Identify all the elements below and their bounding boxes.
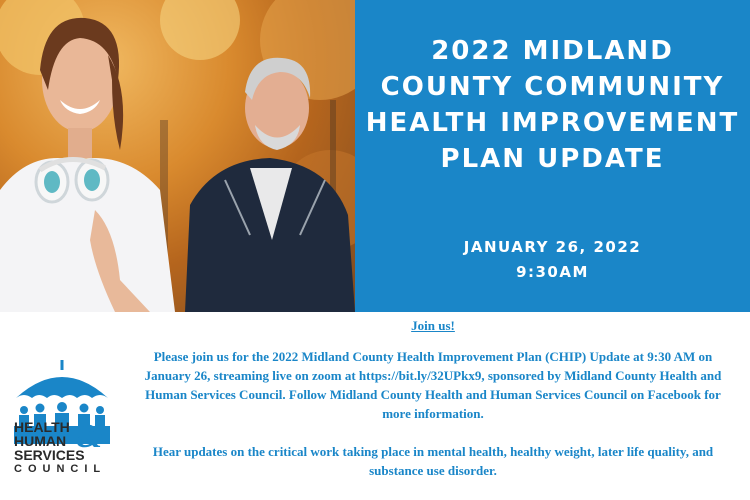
join-us-link[interactable]: Join us! (411, 318, 455, 333)
hero-photo (0, 0, 355, 312)
logo-ampersand: & (76, 418, 103, 455)
event-time: 9:30AM (516, 263, 589, 281)
logo-line: COUNCIL (14, 463, 107, 475)
event-date: JANUARY 26, 2022 (463, 238, 642, 256)
event-banner (355, 0, 750, 312)
invitation-paragraph: Please join us for the 2022 Midland County Health Improvement Plan (CHIP) Update at 9:30 AM on January 26, streaming live on zoom at https://bit.ly/32UPkx9, sponsored by Midland County Health and Human Services Council. Follow Midland County Health and Human Services Council on Facebook for more information. (144, 349, 722, 421)
event-description (138, 316, 728, 499)
event-title (355, 33, 750, 177)
people-jogging-illustration (0, 0, 355, 312)
updates-paragraph: Hear updates on the critical work taking place in mental health, healthy weight, later life quality, and substance use disorder. (152, 444, 714, 478)
title-line: PLAN UPDATE (440, 144, 665, 174)
logo-line: HEALTH (14, 419, 70, 435)
title-line: HEALTH IMPROVEMENT (365, 108, 740, 138)
title-line: COUNTY COMMUNITY (380, 72, 725, 102)
event-datetime (355, 235, 750, 285)
logo-line: HUMAN (14, 433, 67, 449)
logo-line: SERVICES (14, 447, 85, 463)
title-line: 2022 MIDLAND (431, 36, 674, 66)
